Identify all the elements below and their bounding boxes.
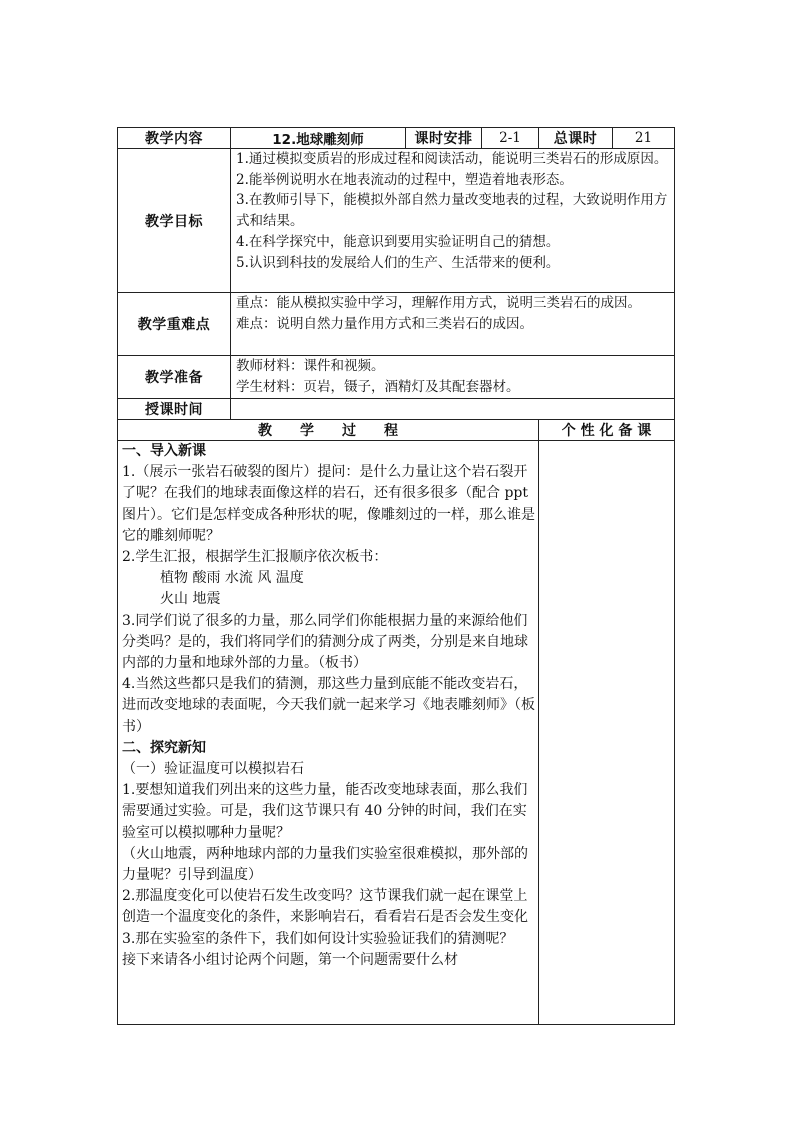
process-content [118, 441, 539, 1025]
preparation-content [231, 356, 675, 399]
objective-line: 3.在教师引导下，能模拟外部自然力量改变地表的过程，大致说明作用方式和结果。 [236, 192, 668, 230]
section-heading: 二、探究新知 [122, 739, 206, 756]
schedule-label: 课时安排 [406, 128, 482, 149]
keypoints-row [118, 293, 675, 356]
header-row [118, 128, 675, 149]
objectives-label: 教学目标 [118, 149, 231, 293]
total-value: 21 [613, 128, 675, 149]
keypoint-line: 重点：能从模拟实验中学习，理解作用方式，说明三类岩石的成因。 [236, 295, 641, 311]
process-paragraph: 3.那在实验室的条件下，我们如何设计实验验证我们的猜测呢？ [122, 930, 514, 947]
board-line: 植物 酸雨 水流 风 温度 [160, 570, 304, 587]
personalized-heading: 个 性 化 备 课 [539, 420, 675, 441]
process-paragraph: 4.当然这些都只是我们的猜测，那这些力量到底能不能改变岩石，进而改变地球的表面呢，今天我们就一起来学习《地表雕刻师》（板书） [122, 676, 535, 735]
preparation-line: 教师材料：课件和视频。 [236, 358, 385, 374]
lesson-plan-page [117, 127, 674, 1025]
objectives-row [118, 149, 675, 293]
keypoint-line: 难点：说明自然力量作用方式和三类岩石的成因。 [236, 315, 533, 332]
objective-line: 5.认识到科技的发展给人们的生产、生活带来的便利。 [236, 254, 560, 271]
process-heading: 教 学 过 程 [118, 420, 539, 441]
process-paragraph: 1.要想知道我们列出来的这些力量，能否改变地球表面，那么我们需要通过实验。可是，我们这节课只有 40 分钟的时间，我们在实验室可以模拟哪种力量呢？ [122, 782, 528, 841]
preparation-line: 学生材料：页岩，镊子，酒精灯及其配套器材。 [236, 378, 520, 395]
schedule-value: 2-1 [482, 128, 539, 149]
objectives-content [231, 149, 675, 293]
process-heading-row [118, 420, 675, 441]
process-paragraph: 2.那温度变化可以使岩石发生改变吗？这节课我们就一起在课堂上创造一个温度变化的条件，来影响岩石，看看岩石是否会发生变化 [122, 888, 528, 926]
total-label: 总课时 [539, 128, 613, 149]
subsection-heading: （一）验证温度可以模拟岩石 [122, 761, 304, 778]
process-paragraph: 3.同学们说了很多的力量，那么同学们你能根据力量的来源给他们分类吗？是的，我们将同学们的猜测分成了两类，分别是来自地球内部的力量和地球外部的力量。（板书） [122, 612, 528, 672]
content-label: 教学内容 [118, 128, 231, 149]
content-value: 12.地球雕刻师 [231, 128, 406, 149]
board-line: 火山 地震 [160, 591, 221, 608]
keypoints-content [231, 293, 675, 356]
objective-line: 1.通过模拟变质岩的形成过程和阅读活动，能说明三类岩石的形成原因。 [236, 151, 668, 167]
time-value [231, 399, 675, 420]
keypoints-label: 教学重难点 [118, 293, 231, 356]
time-row [118, 399, 675, 420]
lesson-plan-table [117, 127, 675, 1025]
objective-line: 2.能举例说明水在地表流动的过程中，塑造着地表形态。 [236, 171, 573, 188]
process-paragraph: （火山地震，两种地球内部的力量我们实验室很难模拟，那外部的力量呢？引导到温度） [122, 845, 528, 884]
process-row [118, 441, 675, 1025]
process-paragraph: 1.（展示一张岩石破裂的图片）提问：是什么力量让这个岩石裂开了呢？在我们的地球表面像这样的岩石，还有很多很多（配合 ppt 图片）。它们是怎样变成各种形状的呢，像雕刻过的一样，那么谁是它的雕刻师呢？ [122, 464, 535, 544]
preparation-row [118, 356, 675, 399]
section-heading: 一、导入新课 [122, 443, 206, 459]
objective-line: 4.在科学探究中，能意识到要用实验证明自己的猜想。 [236, 233, 560, 250]
process-paragraph: 2.学生汇报，根据学生汇报顺序依次板书： [122, 549, 388, 566]
time-label: 授课时间 [118, 399, 231, 420]
preparation-label: 教学准备 [118, 356, 231, 399]
process-paragraph: 接下来请各小组讨论两个问题，第一个问题需要什么材 [122, 951, 458, 968]
personalized-notes [539, 441, 675, 1025]
